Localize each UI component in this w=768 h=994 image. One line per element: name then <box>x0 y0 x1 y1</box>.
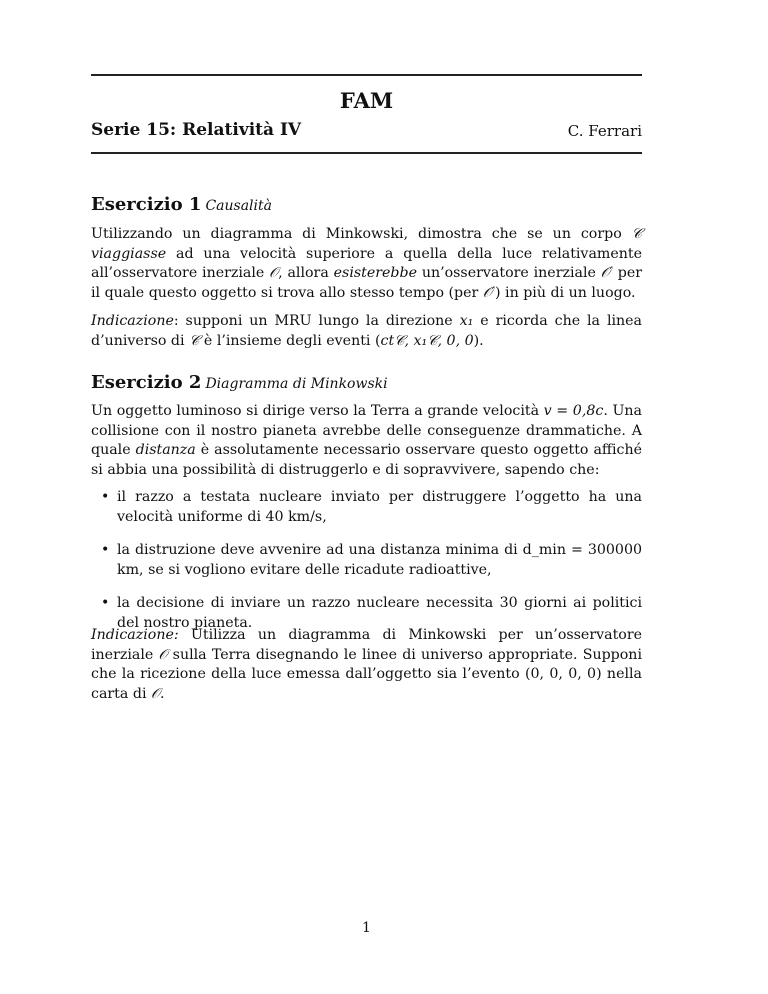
series-title: Serie 15: Relatività IV <box>91 120 302 140</box>
exercise-1-subtitle: Causalità <box>205 198 272 214</box>
exercise-1-number: Esercizio 1 <box>91 194 202 215</box>
document-title: FAM <box>339 88 394 113</box>
list-item: • il razzo a testata nucleare inviato per distruggere l’oggetto ha una velocità uniforme di 40 km/s, <box>101 489 642 525</box>
author: C. Ferrari <box>567 122 642 140</box>
hint-label: Indicazione <box>91 313 174 329</box>
exercise-2-text: Un oggetto luminoso si dirige verso la Terra a grande velocità v = 0,8c. Una collisione con il nostro pianeta avrebbe delle conseguenze drammatiche. A quale distanza è assolutamente necessario osservare questo oggetto affiché si abbia una possibilità di distruggerlo e di sopravvivere, sapendo che: <box>91 403 643 478</box>
bullet-icon: • <box>101 595 110 611</box>
exercise-1-heading <box>91 194 272 215</box>
exercise-2-conditions-list <box>91 488 642 633</box>
bullet-icon: • <box>101 489 110 505</box>
exercise-2-subtitle: Diagramma di Minkowski <box>205 376 388 392</box>
header-bottom-rule <box>91 152 642 154</box>
list-item: • la distruzione deve avvenire ad una distanza minima di d_min = 300000 km, se si vogliono evitare delle ricadute radioattive, <box>101 542 642 578</box>
exercise-2-number: Esercizio 2 <box>91 372 202 393</box>
hint-label: Indicazione: <box>91 627 179 643</box>
exercise-2-heading <box>91 372 388 393</box>
top-rule <box>91 74 642 76</box>
list-item: • la decisione di inviare un razzo nucleare necessita 30 giorni ai politici del nostro pianeta. <box>101 595 642 631</box>
exercise-1-text: Utilizzando un diagramma di Minkowski, dimostra che se un corpo 𝒞 viaggiasse ad una velocità superiore a quella della luce relativamente all’osservatore inerziale 𝒪, allora esisterebbe un’osservatore inerziale 𝒪′ per il quale questo oggetto si trova allo stesso tempo (per 𝒪′) in più di un luogo. <box>91 226 643 301</box>
exercise-1-hint: Indicazione: supponi un MRU lungo la direzione x₁ e ricorda che la linea d’universo di 𝒞 è l’insieme degli eventi (ct𝒞, x₁𝒞, 0, 0). <box>91 313 643 349</box>
page-number: 1 <box>362 920 371 936</box>
exercise-2-hint: Indicazione: Utilizza un diagramma di Minkowski per un’osservatore inerziale 𝒪 sulla Terra disegnando le linee di universo appropriate. Supponi che la ricezione della luce emessa dall’oggetto sia l’evento (0, 0, 0, 0) nella carta di 𝒪. <box>91 627 642 702</box>
bullet-icon: • <box>101 542 110 558</box>
